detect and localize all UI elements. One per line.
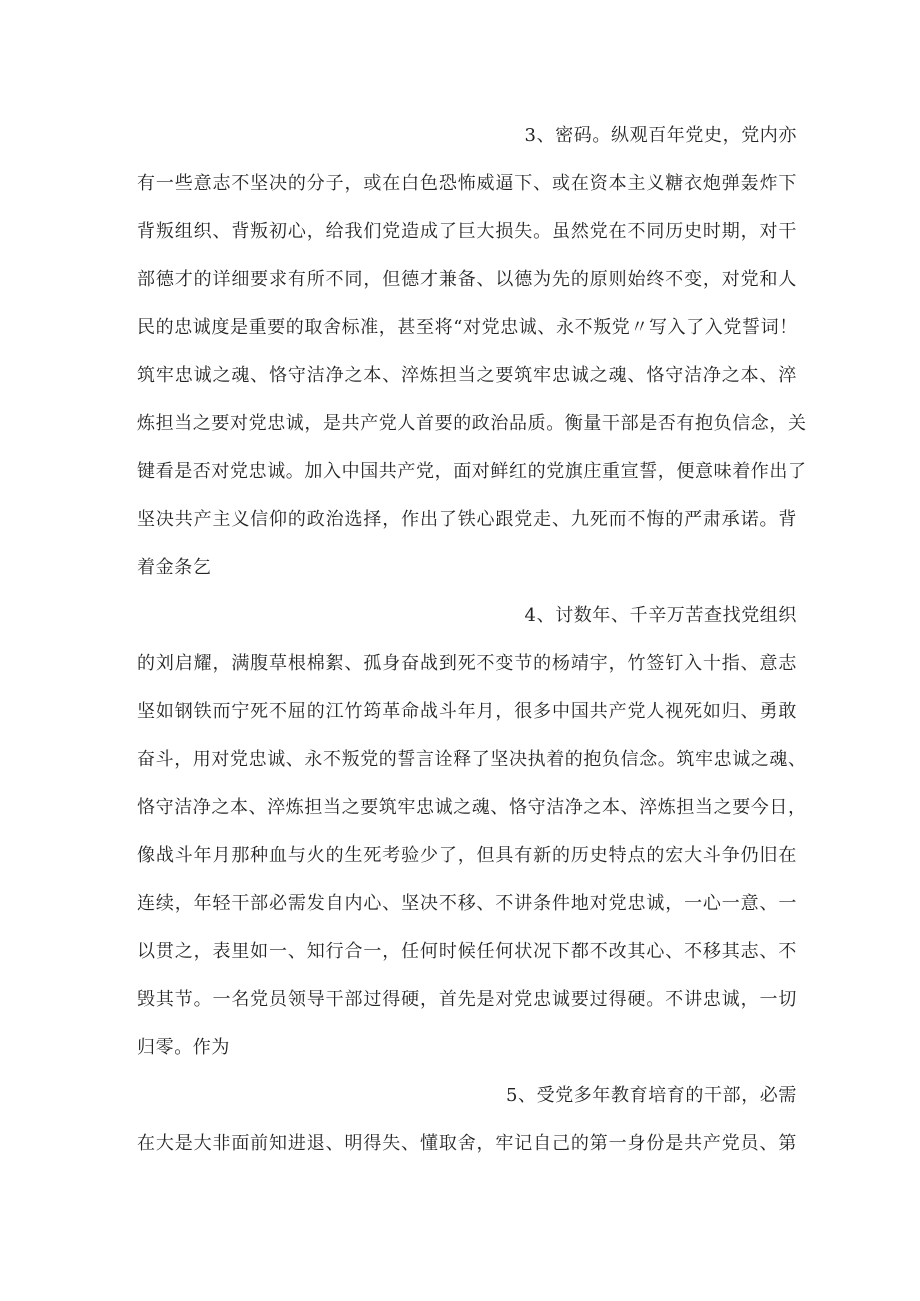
paragraph-3-line: 筑牢忠诚之魂、恪守洁净之本、淬炼担当之要筑牢忠诚之魂、恪守洁净之本、淬 — [137, 365, 797, 386]
paragraph-3-line: 炼担当之要对党忠诚，是共产党人首要的政治品质。衡量干部是否有抱负信念，关 — [137, 413, 807, 434]
paragraph-4-line: 以贯之，表里如一、知行合一，任何时候任何状况下都不改其心、不移其志、不 — [137, 941, 797, 962]
paragraph-4-line: 坚如钢铁而宁死不屈的江竹筠革命战斗年月，很多中国共产党人视死如归、勇敢 — [137, 701, 797, 722]
paragraph-3-line: 键看是否对党忠诚。加入中国共产党，面对鲜红的党旗庄重宣誓，便意味着作出了 — [137, 461, 807, 482]
paragraph-5-heading: 5、受党多年教育培育的干部，必需 — [505, 1085, 797, 1106]
paragraph-4-line: 毁其节。一名党员领导干部过得硬，首先是对党忠诚要过得硬。不讲忠诚，一切 — [137, 989, 797, 1010]
paragraph-4-line: 归零。作为 — [137, 1037, 230, 1058]
paragraph-4-line: 奋斗，用对党忠诚、永不叛党的誓言诠释了坚决执着的抱负信念。筑牢忠诚之魂、 — [137, 749, 807, 770]
paragraph-3-line: 坚决共产主义信仰的政治选择，作出了铁心跟党走、九死而不悔的严肃承诺。背 — [137, 509, 797, 530]
paragraph-4-line: 像战斗年月那种血与火的生死考验少了，但具有新的历史特点的宏大斗争仍旧在 — [137, 845, 797, 866]
paragraph-3-line: 有一些意志不坚决的分子，或在白色恐怖威逼下、或在资本主义糖衣炮弹轰炸下 — [137, 173, 797, 194]
paragraph-3-line: 背叛组织、背叛初心，给我们党造成了巨大损失。虽然党在不同历史时期，对干 — [137, 221, 797, 242]
paragraph-4-line: 恪守洁净之本、淬炼担当之要筑牢忠诚之魂、恪守洁净之本、淬炼担当之要今日， — [137, 797, 807, 818]
paragraph-4-line: 连续，年轻干部必需发自内心、坚决不移、不讲条件地对党忠诚，一心一意、一 — [137, 893, 797, 914]
paragraph-5-line: 在大是大非面前知进退、明得失、懂取舍，牢记自己的第一身份是共产党员、第 — [137, 1133, 797, 1154]
paragraph-3-line: 部德才的详细要求有所不同，但德才兼备、以德为先的原则始终不变，对党和人 — [137, 269, 797, 290]
paragraph-3-heading: 3、密码。纵观百年党史，党内亦 — [524, 125, 797, 146]
paragraph-3-line: 民的忠诚度是重要的取舍标准，甚至将“对党忠诚、永不叛党〃写入了入党誓词！ — [137, 317, 798, 338]
paragraph-4-heading: 4、讨数年、千辛万苦查找党组织 — [524, 605, 797, 626]
paragraph-4-line: 的刘启耀，满腹草根棉絮、孤身奋战到死不变节的杨靖宇，竹签钉入十指、意志 — [137, 653, 797, 674]
paragraph-3-line: 着金条乞 — [137, 557, 212, 578]
